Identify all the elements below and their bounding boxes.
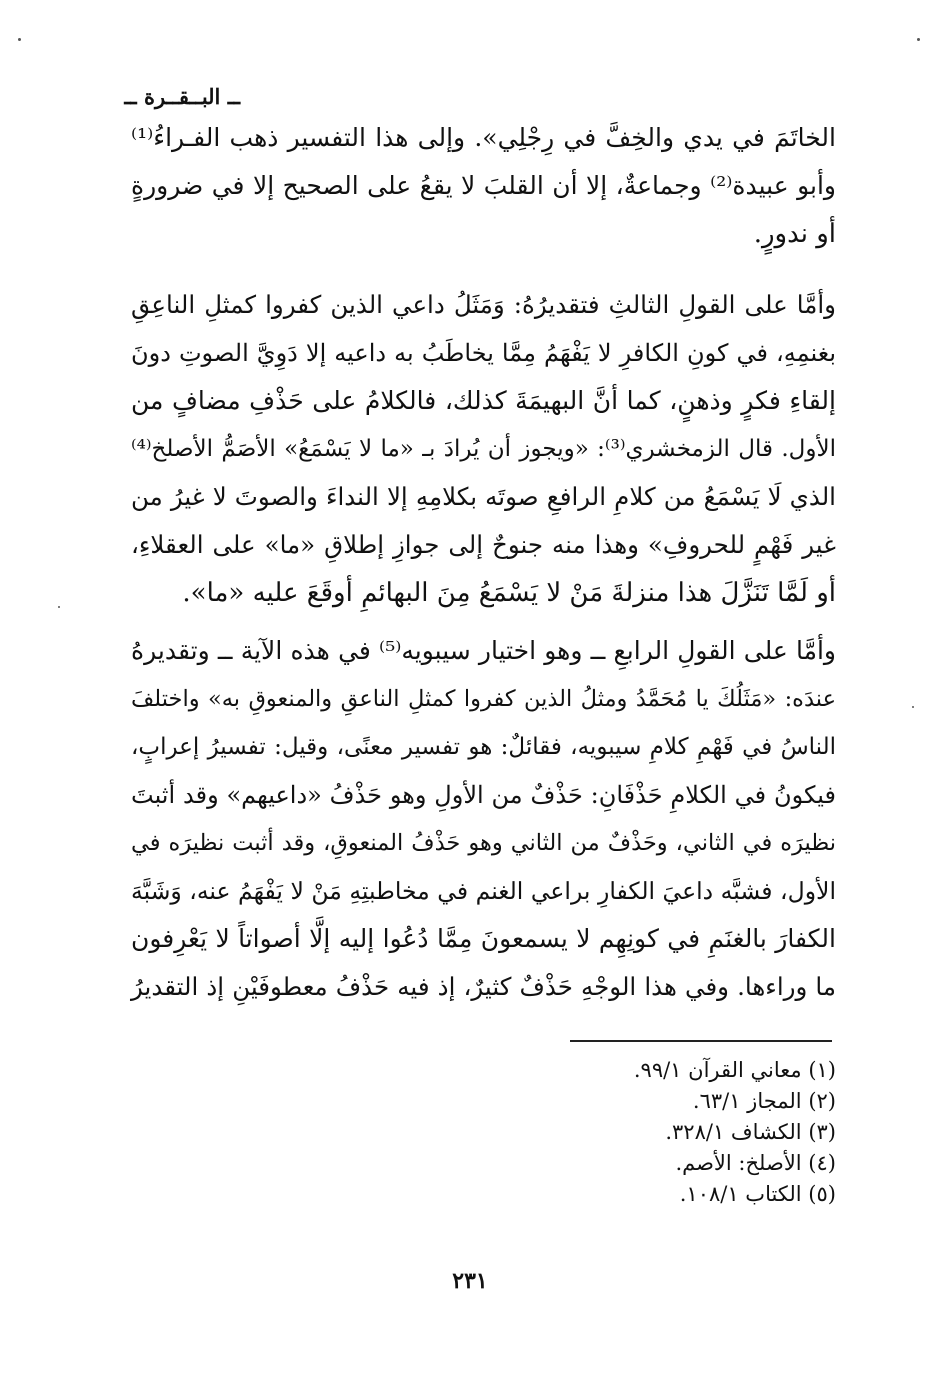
page-number: ٢٣١ bbox=[452, 1268, 488, 1294]
footnotes bbox=[430, 1055, 836, 1210]
text-line: الذي لَا يَسْمَعُ من كلامِ الرافعِ صوتَه بكلامِهِ إلا النداءَ والصوتَ لا غيرُ من bbox=[131, 482, 836, 511]
text-line: أو لَمَّا تَنَزَّلَ هذا منزلةَ مَنْ لا يَسْمَعُ مِنَ البهائمِ أوقَعَ عليه «ما». bbox=[182, 578, 836, 608]
footnote: (١) معاني القرآن ٩٩/١. bbox=[633, 1058, 836, 1082]
text-line: ما وراءها. وفي هذا الوجْهِ حَذْفٌ كثيرٌ، إذ فيه حَذْفُ معطوفَيْنِ إذ التقديرُ bbox=[131, 972, 836, 1001]
text-line: الكفارَ بالغنَمِ في كونِهِم لا يسمعونَ مِمَّا دُعُوا إليه إلَّا أصواتاً لا يَعْرِفون bbox=[131, 924, 836, 953]
scan-speck bbox=[18, 38, 21, 41]
text-line: أو ندورٍ. bbox=[753, 219, 836, 249]
paragraph-2 bbox=[131, 281, 836, 617]
running-header: ــ البــقــرة ــ bbox=[124, 84, 240, 109]
text-line: وأمَّا على القولِ الثالثِ فتقديرُهُ: وَمَثَلُ داعي الذين كفروا كمثلِ الناعِقِ bbox=[131, 290, 836, 319]
text-line: الناسُ في فَهْمِ كلامِ سيبويه، فقائلٌ: هو تفسير معنًى، وقيل: تفسيرُ إعرابٍ، bbox=[131, 734, 836, 760]
scan-speck bbox=[912, 706, 914, 708]
text-line: الخاتَمَ في يدي والخِفَّ في رِجْلِي». وإلى هذا التفسير ذهب الفـراءُ⁽¹⁾ bbox=[131, 123, 836, 152]
text-line: بغنمِهِ، في كونِ الكافرِ لا يَفْهَمُ مِمَّا يخاطَبُ به داعيه إلا دَوِيَّ الصوتِ دونَ bbox=[131, 339, 836, 367]
text-line: الأول، فشبَّه داعيَ الكفارِ براعي الغنم في مخاطبتِهِ مَنْ لا يَفْهَمُ عنه، وَشَبَّهَ bbox=[131, 877, 836, 905]
text-line: إلقاءِ فكرٍ وذهنٍ، كما أنَّ البهيمَةَ كذلك، فالكلامُ على حَذْفِ مضافٍ من bbox=[131, 386, 836, 415]
footnote: (٤) الأصلخ: الأصم. bbox=[675, 1151, 836, 1175]
paragraph-1 bbox=[131, 114, 836, 258]
text-line: وأبو عبيدة⁽²⁾ وجماعةٌ، إلا أن القلبَ لا يقعُ على الصحيح إلا في ضرورةٍ bbox=[131, 171, 836, 200]
text-line: الأول. قال الزمخشري⁽³⁾: «ويجوز أن يُرادَ بـ «ما لا يَسْمَعُ» الأصَمُّ الأصلخ⁽⁴⁾ bbox=[131, 436, 837, 462]
footnote-separator bbox=[570, 1040, 832, 1042]
paragraph-3 bbox=[131, 627, 836, 1011]
text-line: عندَه: «مَثَلُكَ يا مُحَمَّدُ ومثلُ الذين كفروا كمثلِ الناعقِ والمنعوقِ به» واختلفَ bbox=[131, 686, 836, 712]
text-line: نظيرَه في الثاني، وحَذْفٌ من الثاني وهو حَذْفُ المنعوقِ، وقد أثبت نظيرَه في bbox=[131, 830, 836, 856]
text-line: وأمَّا على القولِ الرابعِ ــ وهو اختيار سيبويه⁽⁵⁾ في هذه الآية ــ وتقديرهُ bbox=[131, 636, 836, 665]
text-line: فيكونُ في الكلامِ حَذْفَانِ: حَذْفٌ من الأولِ وهو حَذْفُ «داعيهم» وقد أثبتَ bbox=[131, 781, 836, 809]
footnote: (٥) الكتاب ١٠٨/١. bbox=[679, 1182, 836, 1206]
text-line: غير فَهْمٍ للحروفِ» وهذا منه جنوحٌ إلى جوازِ إطلاقِ «ما» على العقلاءِ، bbox=[131, 530, 836, 559]
scan-speck bbox=[58, 606, 60, 608]
scan-speck bbox=[917, 38, 920, 41]
footnote: (٣) الكشاف ٣٢٨/١. bbox=[665, 1120, 836, 1144]
footnote: (٢) المجاز ٦٣/١. bbox=[692, 1089, 836, 1113]
